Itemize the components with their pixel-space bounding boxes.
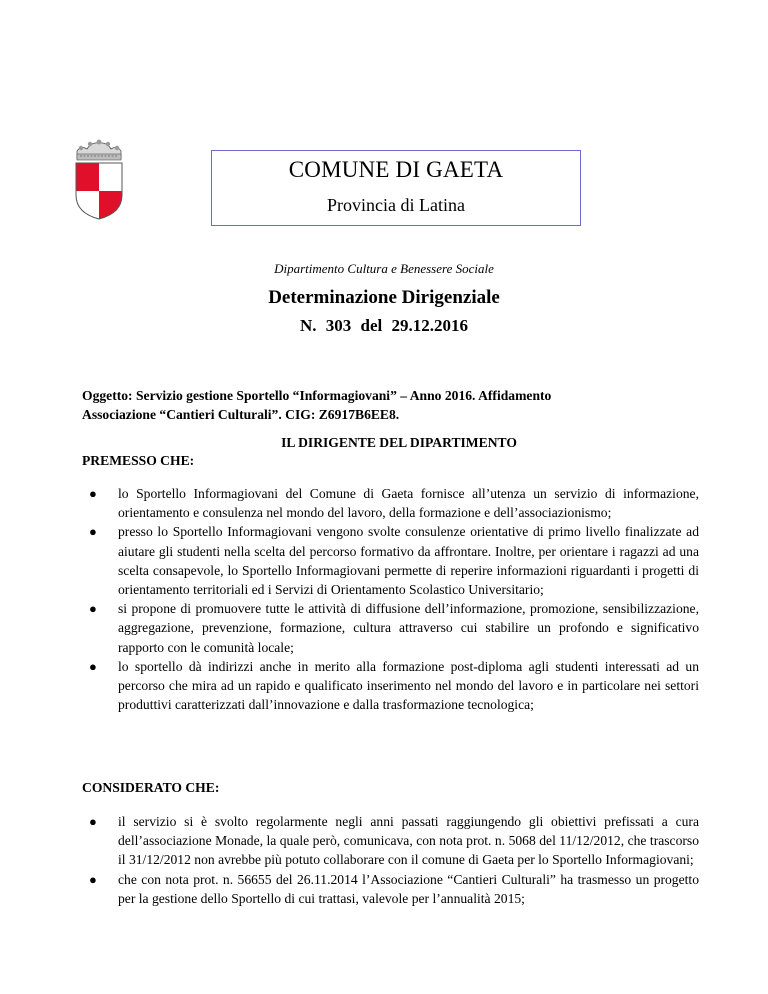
province-name: Provincia di Latina xyxy=(327,195,465,215)
determination-title: Determinazione Dirigenziale xyxy=(268,287,500,308)
list-item: ● il servizio si è svolto regolarmente negli anni passati raggiungendo gli obiettivi prefissati a cura dell’associazione Monade, la quale però, comunicava, con nota prot. n. 5068 del 11/12/2012, che trascorso il 31/12/2012 non avrebbe più potuto collaborare con il comune di Gaeta per lo Sportello Informagiovani; xyxy=(89,814,699,868)
list-item: ● lo Sportello Informagiovani del Comune di Gaeta fornisce all’utenza un servizio di informazione, orientamento e consulenza nel mondo del lavoro, della formazione e dell’associazionismo; xyxy=(89,486,699,521)
considerato-list xyxy=(82,812,699,908)
determination-number: N. 303 del 29.12.2016 xyxy=(300,316,468,335)
list-item: ● che con nota prot. n. 56655 del 26.11.2014 l’Associazione “Cantieri Culturali” ha trasmesso un progetto per la gestione dello Sportello di cui trattasi, valevole per l’annualità 2015; xyxy=(89,871,699,906)
premesso-list xyxy=(82,484,699,714)
bullet-icon: ● xyxy=(89,486,97,501)
header-box xyxy=(211,150,581,226)
bullet-icon: ● xyxy=(89,601,97,617)
list-item: ● presso lo Sportello Informagiovani vengono svolte consulenze orientative di primo livello finalizzate ad aiutare gli studenti nella scelta del percorso formativo da affrontare. Inoltre, per orientare i ragazzi ad una scelta consapevole, lo Sportello Informagiovani permette di reperire informazioni riguardanti i progetti di orientamento territoriali ed i Servizi di Orientamento Scolastico Universitario; xyxy=(89,524,699,598)
shield-icon xyxy=(76,163,122,221)
gaeta-crest-logo xyxy=(71,139,127,221)
bullet-icon: ● xyxy=(89,658,97,674)
subject-line-2: Associazione “Cantieri Culturali”. CIG: Z6917B6EE8. xyxy=(82,407,400,422)
bullet-icon: ● xyxy=(89,524,97,540)
bullet-icon: ● xyxy=(89,871,97,887)
bullet-icon: ● xyxy=(89,814,97,829)
director-heading: IL DIRIGENTE DEL DIPARTIMENTO xyxy=(281,435,517,450)
premesso-heading: PREMESSO CHE: xyxy=(82,453,195,468)
subject-block xyxy=(82,386,702,424)
list-item: ● lo sportello dà indirizzi anche in merito alla formazione post-diploma agli studenti interessati ad un percorso che mira ad un rapido e qualificato inserimento nel mondo del lavoro e in particolare nei settori produttivi caratterizzati dall’innovazione e dalla trasformazione tecnologica; xyxy=(89,658,699,713)
list-item: ● si propone di promuovere tutte le attività di diffusione dell’informazione, promozione, sensibilizzazione, aggregazione, prevenzione, formazione, cultura attraverso cui stabilire un profondo e significativo rapporto con le comunità locale; xyxy=(89,601,699,655)
crown-icon xyxy=(77,140,121,160)
municipality-name: COMUNE DI GAETA xyxy=(288,157,504,182)
subject-line-1: Oggetto: Servizio gestione Sportello “Informagiovani” – Anno 2016. Affidamento xyxy=(82,388,552,403)
department-name: Dipartimento Cultura e Benessere Sociale xyxy=(274,261,494,276)
considerato-heading: CONSIDERATO CHE: xyxy=(82,780,220,795)
